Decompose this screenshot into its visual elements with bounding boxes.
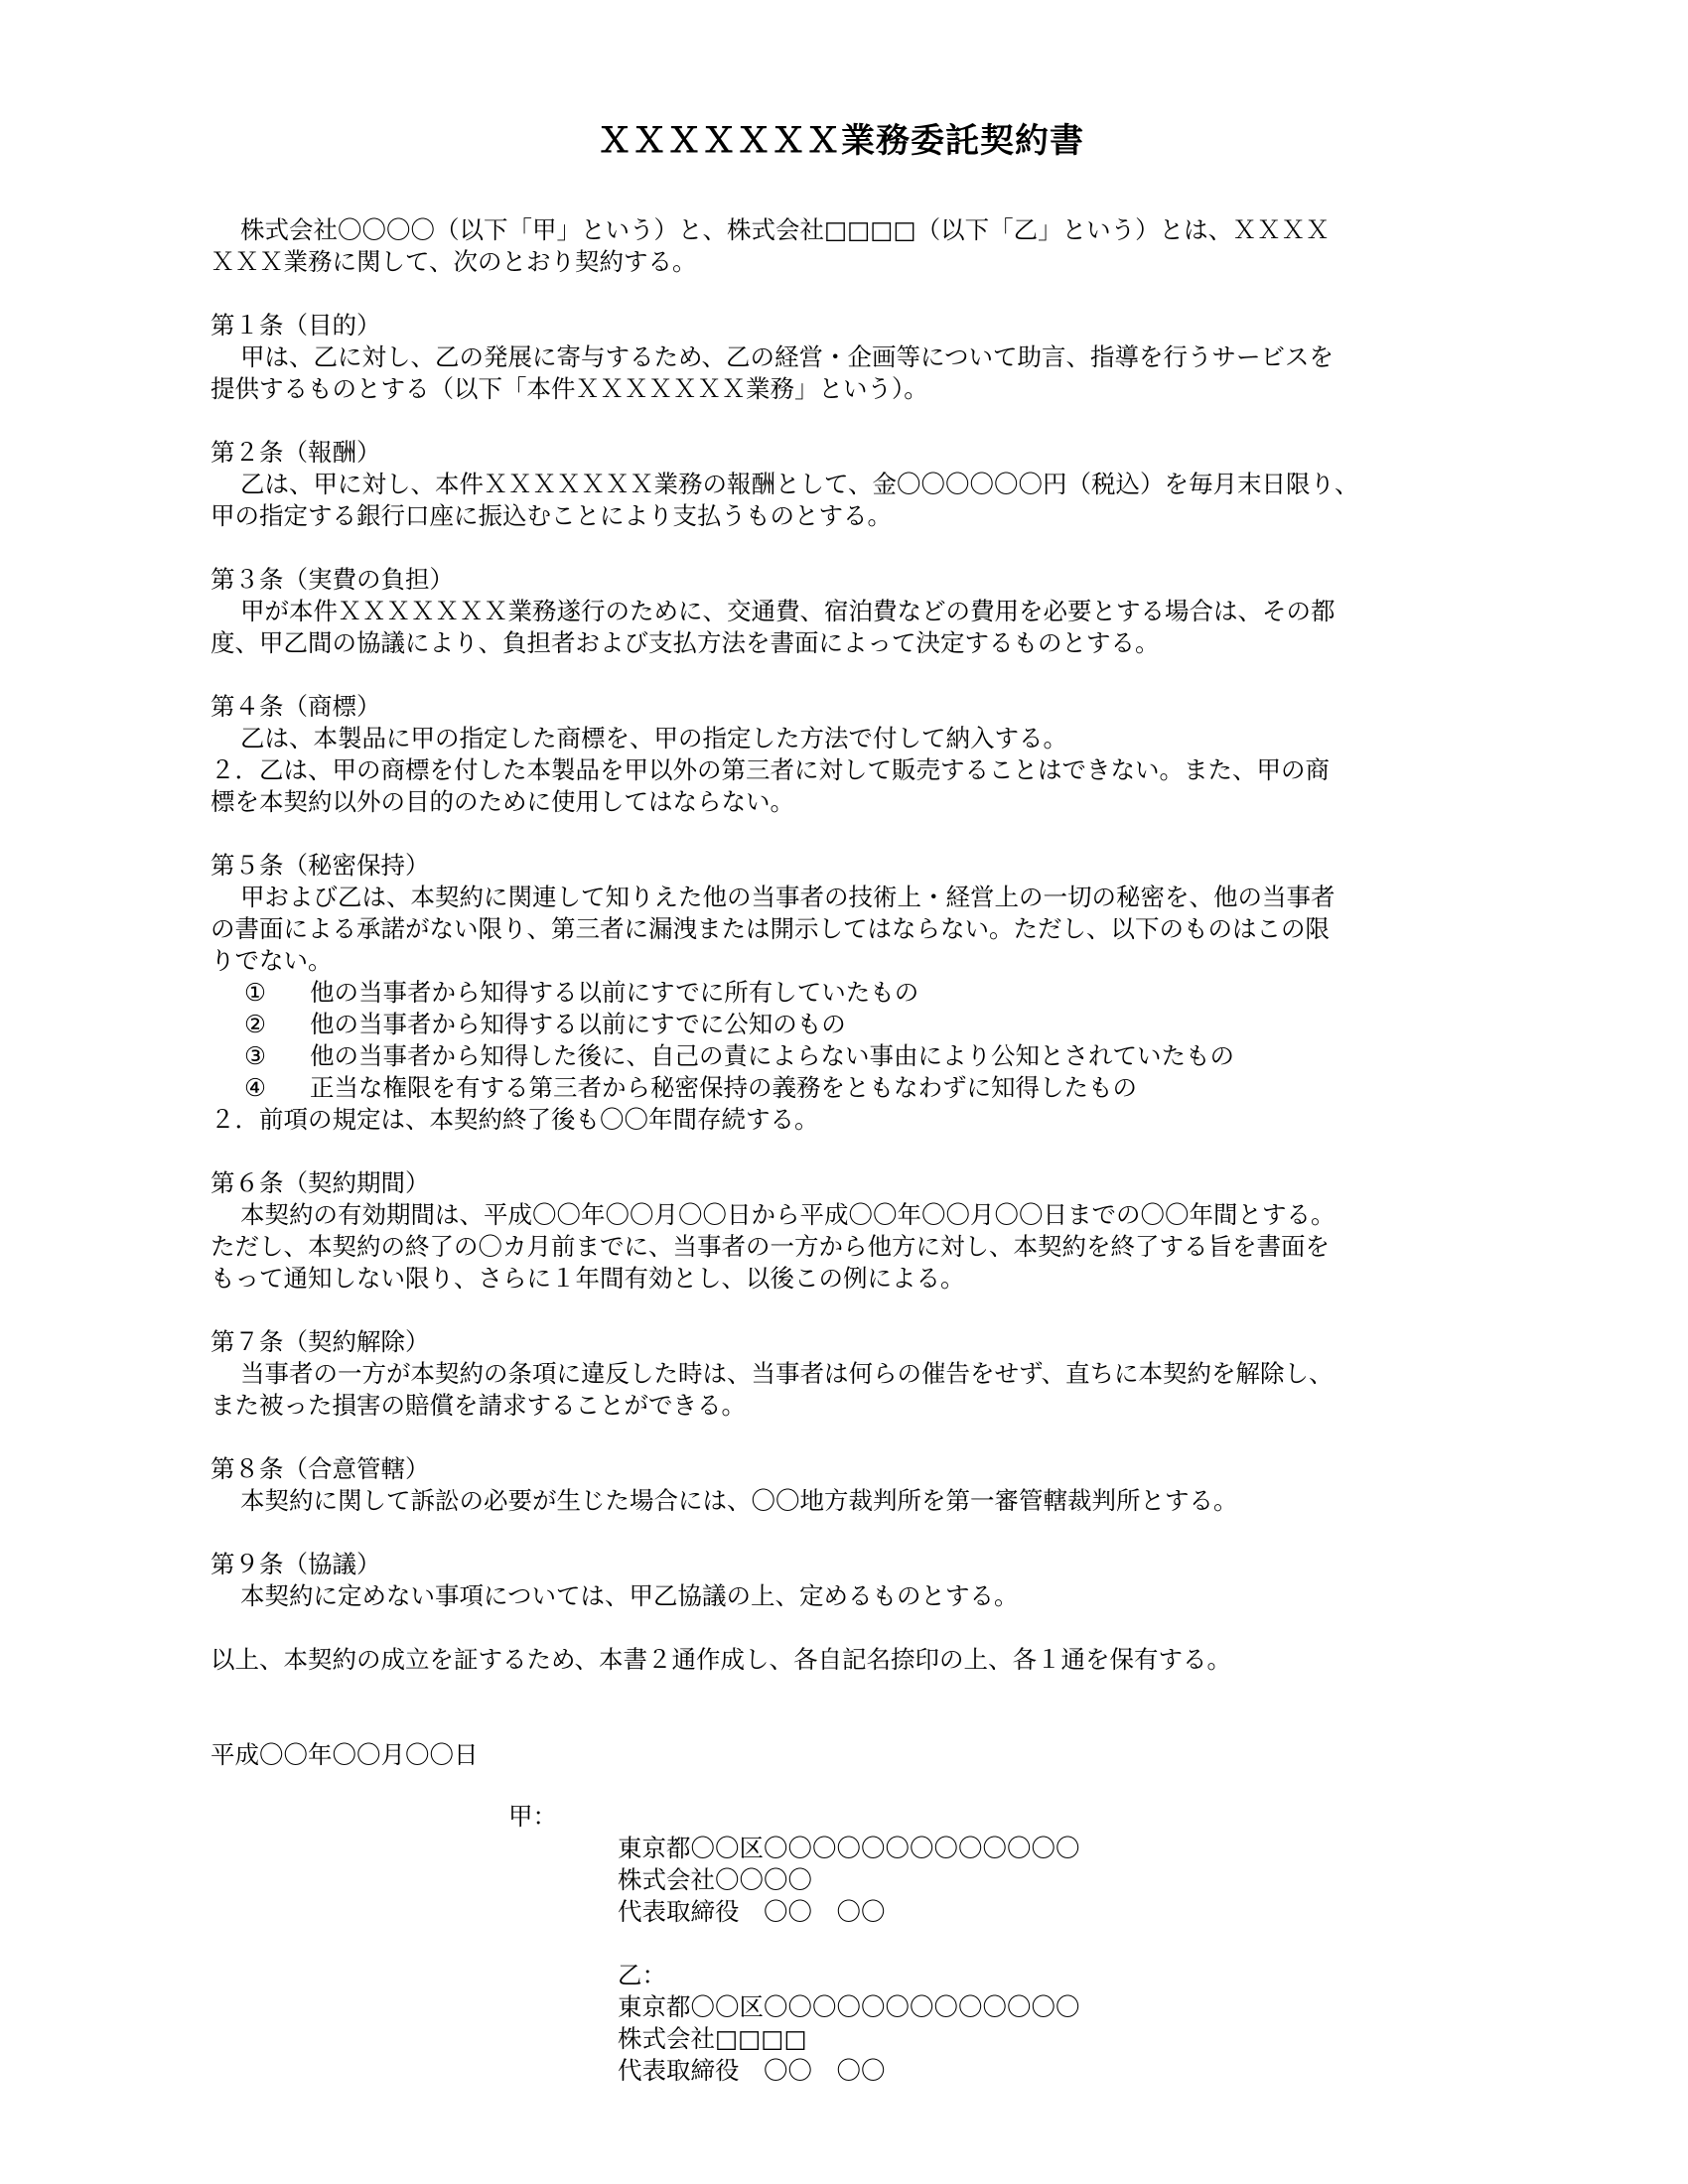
party-a-label: 甲： [508,1802,557,1831]
article-heading: 第５条（秘密保持） [211,851,430,880]
article-line: 本契約に関して訴訟の必要が生じた場合には、〇〇地方裁判所を第一審管轄裁判所とする。 [240,1486,1238,1515]
contract-document [211,119,1501,2087]
article-line: 本契約の有効期間は、平成〇〇年〇〇月〇〇日から平成〇〇年〇〇月〇〇日までの〇〇年間とする。 [240,1200,1336,1229]
article-7 [211,1326,1501,1422]
preamble [211,214,1501,278]
article-3 [211,564,1501,659]
article-line: 提供するものとする（以下「本件ＸＸＸＸＸＸＸ業務」という）。 [211,374,928,403]
article-line: 当事者の一方が本契約の条項に違反した時は、当事者は何らの催告をせず、直ちに本契約を解除し、 [240,1359,1334,1388]
article-8 [211,1453,1501,1517]
article-heading: 第６条（契約期間） [211,1168,430,1197]
party-b-company: 株式会社□□□□ [618,2024,807,2053]
closing-statement [211,1644,1501,1676]
list-item-text: 他の当事者から知得する以前にすでに所有していたもの [310,978,919,1007]
list-item [211,977,1501,1009]
preamble-line: 株式会社〇〇〇〇（以下「甲」という）と、株式会社□□□□（以下「乙」という）とは、ＸＸＸＸ [240,215,1331,244]
article-line: 乙は、本製品に甲の指定した商標を、甲の指定した方法で付して納入する。 [240,724,1067,752]
article-2 [211,437,1501,532]
article-subclause-line: ２．乙は、甲の商標を付した本製品を甲以外の第三者に対して販売することはできない。また、甲の商 [211,755,1330,784]
list-item-number: ③ [244,1041,266,1070]
article-heading: 第７条（契約解除） [211,1327,430,1356]
article-line: 本契約に定めない事項については、甲乙協議の上、定めるものとする。 [240,1581,1019,1610]
list-item-number: ② [244,1010,266,1038]
article-1 [211,310,1501,405]
contract-date: 平成〇〇年〇〇月〇〇日 [211,1740,479,1769]
article-heading: 第３条（実費の負担） [211,565,454,594]
article-line: もって通知しない限り、さらに１年間有効とし、以後この例による。 [211,1264,965,1293]
document-title: ＸＸＸＸＸＸＸ業務委託契約書 [598,121,1084,161]
article-heading: 第９条（協議） [211,1550,381,1578]
article-line: 甲および乙は、本契約に関連して知りえた他の当事者の技術上・経営上の一切の秘密を、他の当事者 [240,883,1336,911]
party-b-address: 東京都〇〇区〇〇〇〇〇〇〇〇〇〇〇〇〇 [618,1992,1080,2021]
list-item-text: 正当な権限を有する第三者から秘密保持の義務をともなわずに知得したもの [310,1073,1137,1102]
article-line: 甲は、乙に対し、乙の発展に寄与するため、乙の経営・企画等について助言、指導を行うサービスを [240,342,1335,371]
article-line: また被った損害の賠償を請求することができる。 [211,1391,746,1420]
list-item [211,1040,1501,1072]
article-line: 度、甲乙間の協議により、負担者および支払方法を書面によって決定するものとする。 [211,628,1160,657]
list-item-number: ① [244,978,266,1007]
list-item [211,1072,1501,1104]
article-5 [211,850,1501,1136]
article-line: 甲が本件ＸＸＸＸＸＸＸ業務遂行のために、交通費、宿泊費などの費用を必要とする場合は、その都 [240,597,1336,625]
article-line: の書面による承諾がない限り、第三者に漏洩または開示してはならない。ただし、以下のものはこの限 [211,914,1330,943]
list-item-text: 他の当事者から知得した後に、自己の責によらない事由により公知とされていたもの [310,1041,1234,1070]
article-heading: 第４条（商標） [211,692,381,721]
list-item [211,1009,1501,1040]
party-a-address: 東京都〇〇区〇〇〇〇〇〇〇〇〇〇〇〇〇 [618,1834,1080,1862]
article-4 [211,691,1501,818]
list-item-number: ④ [244,1073,266,1102]
article-heading: 第８条（合意管轄） [211,1454,430,1483]
article-subclause-line: 標を本契約以外の目的のために使用してはならない。 [211,787,794,816]
article-line: 甲の指定する銀行口座に振込むことにより支払うものとする。 [211,501,892,530]
article-line: 乙は、甲に対し、本件ＸＸＸＸＸＸＸ業務の報酬として、金〇〇〇〇〇〇円（税込）を毎月末日限り、 [240,470,1359,498]
article-subclause-line: ２．前項の規定は、本契約終了後も〇〇年間存続する。 [211,1105,819,1134]
article-heading: 第１条（目的） [211,311,381,340]
article-line: りでない。 [211,946,333,975]
article-9 [211,1549,1501,1612]
signature-block [211,1739,1501,2087]
preamble-line: ＸＸＸ業務に関して、次のとおり契約する。 [211,247,697,276]
party-b-representative: 代表取締役 〇〇 〇〇 [618,2056,886,2085]
closing-line: 以上、本契約の成立を証するため、本書２通作成し、各自記名捺印の上、各１通を保有する。 [211,1645,1232,1674]
article-line: ただし、本契約の終了の〇カ月前までに、当事者の一方から他方に対し、本契約を終了する旨を書面を [211,1232,1330,1261]
party-b-label: 乙： [618,1961,666,1989]
list-item-text: 他の当事者から知得する以前にすでに公知のもの [310,1010,846,1038]
party-a-representative: 代表取締役 〇〇 〇〇 [618,1897,886,1926]
article-heading: 第２条（報酬） [211,438,381,467]
article-6 [211,1167,1501,1295]
party-a-company: 株式会社〇〇〇〇 [618,1865,812,1894]
